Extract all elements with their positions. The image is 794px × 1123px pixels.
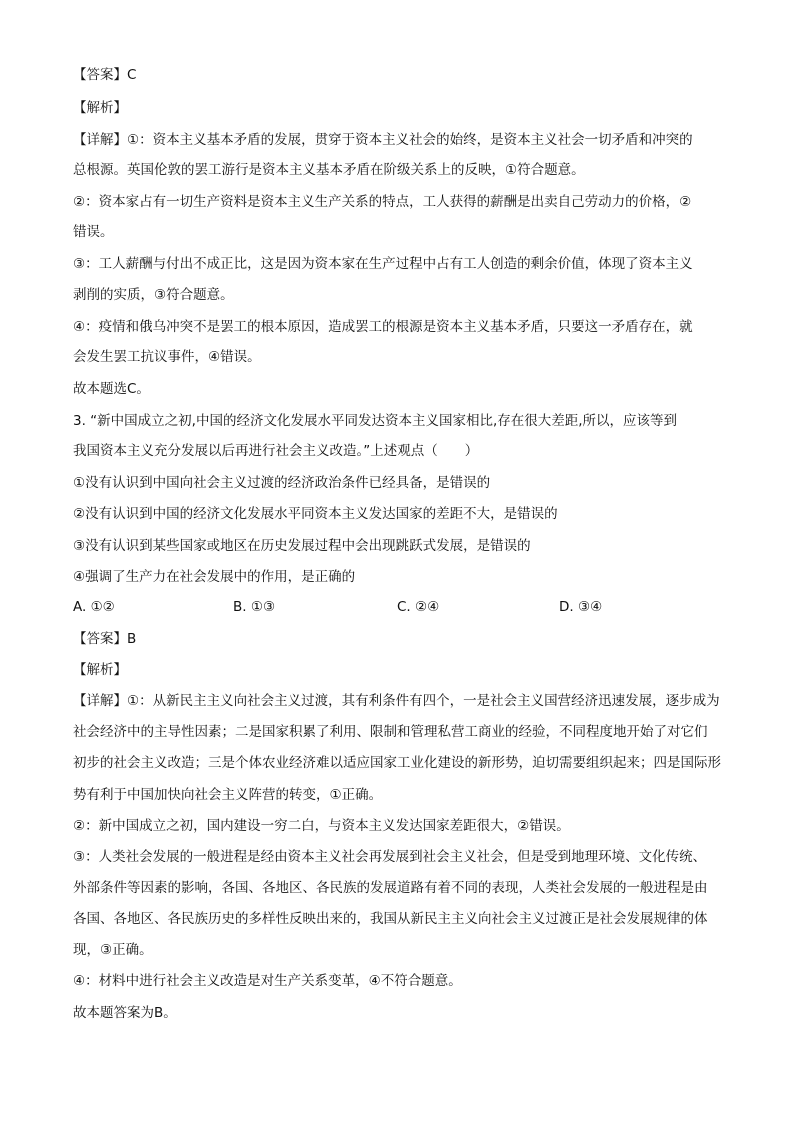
q3-detail-line: ④：材料中进行社会主义改造是对生产关系变革，④不符合题意。 <box>73 973 462 989</box>
q2-detail-line: 会发生罢工抗议事件，④错误。 <box>73 349 261 365</box>
q3-answer: 【答案】B <box>73 631 137 647</box>
q2-answer: 【答案】C <box>73 67 137 83</box>
q3-statement: ③没有认识到某些国家或地区在历史发展过程中会出现跳跃式发展，是错误的 <box>73 538 531 554</box>
q2-conclusion: 故本题选C。 <box>73 381 150 397</box>
q3-option-b: B. ①③ <box>233 599 276 615</box>
q3-option-c: C. ②④ <box>397 599 440 615</box>
q3-option-d: D. ③④ <box>559 599 603 615</box>
q2-detail-line: 总根源。英国伦敦的罢工游行是资本主义基本矛盾在阶级关系上的反映，①符合题意。 <box>73 162 585 178</box>
q3-detail-line: 【详解】①：从新民主主义向社会主义过渡，其有利条件有四个，一是社会主义国营经济迅速发展，逐步成为 <box>73 693 720 709</box>
q3-statement: ②没有认识到中国的经济文化发展水平同资本主义发达国家的差距不大，是错误的 <box>73 506 558 522</box>
q3-stem-line: 3. “新中国成立之初,中国的经济文化发展水平同发达资本主义国家相比,存在很大差距,所以，应该等到 <box>73 413 678 429</box>
q3-detail-line: 社会经济中的主导性因素；二是国家积累了利用、限制和管理私营工商业的经验，不同程度地开始了对它们 <box>73 724 708 740</box>
q3-options <box>73 598 723 616</box>
q3-detail-line: 各国、各地区、各民族历史的多样性反映出来的，我国从新民主主义向社会主义过渡正是社会发展规律的体 <box>73 911 708 927</box>
q3-statement: ④强调了生产力在社会发展中的作用，是正确的 <box>73 569 356 585</box>
q2-analysis-heading: 【解析】 <box>73 100 127 116</box>
q3-detail-line: ②：新中国成立之初，国内建设一穷二白，与资本主义发达国家差距很大，②错误。 <box>73 818 570 834</box>
q2-detail-line: ④：疫情和俄乌冲突不是罢工的根本原因，造成罢工的根源是资本主义基本矛盾，只要这一矛盾存在，就 <box>73 319 693 335</box>
q2-detail-line: ③：工人薪酬与付出不成正比，这是因为资本家在生产过程中占有工人创造的剩余价值，体现了资本主义 <box>73 256 693 272</box>
q3-detail-line: 势有利于中国加快向社会主义阵营的转变，①正确。 <box>73 787 383 803</box>
q3-detail-line: 现，③正确。 <box>73 942 153 958</box>
q3-statement: ①没有认识到中国向社会主义过渡的经济政治条件已经具备，是错误的 <box>73 475 491 491</box>
q2-detail-line: 错误。 <box>73 224 114 240</box>
q3-detail-line: ③：人类社会发展的一般进程是经由资本主义社会再发展到社会主义社会，但是受到地理环境、文化传统、 <box>73 849 707 865</box>
q2-detail-line: 剥削的实质，③符合题意。 <box>73 287 234 303</box>
q3-detail-line: 外部条件等因素的影响，各国、各地区、各民族的发展道路有着不同的表现，人类社会发展的一般进程是由 <box>73 880 708 896</box>
q3-stem-line: 我国资本主义充分发展以后再进行社会主义改造。”上述观点（ ） <box>73 443 479 459</box>
q2-detail-line: ②：资本家占有一切生产资料是资本主义生产关系的特点，工人获得的薪酬是出卖自己劳动力的价格，② <box>73 194 692 210</box>
q2-detail-line: 【详解】①：资本主义基本矛盾的发展，贯穿于资本主义社会的始终，是资本主义社会一切矛盾和冲突的 <box>73 132 693 148</box>
q3-option-a: A. ①② <box>73 599 115 615</box>
q3-conclusion: 故本题答案为B。 <box>73 1005 177 1021</box>
q3-analysis-heading: 【解析】 <box>73 662 127 678</box>
q3-detail-line: 初步的社会主义改造；三是个体农业经济难以适应国家工业化建设的新形势，迫切需要组织起来；四是国际形 <box>73 755 721 771</box>
